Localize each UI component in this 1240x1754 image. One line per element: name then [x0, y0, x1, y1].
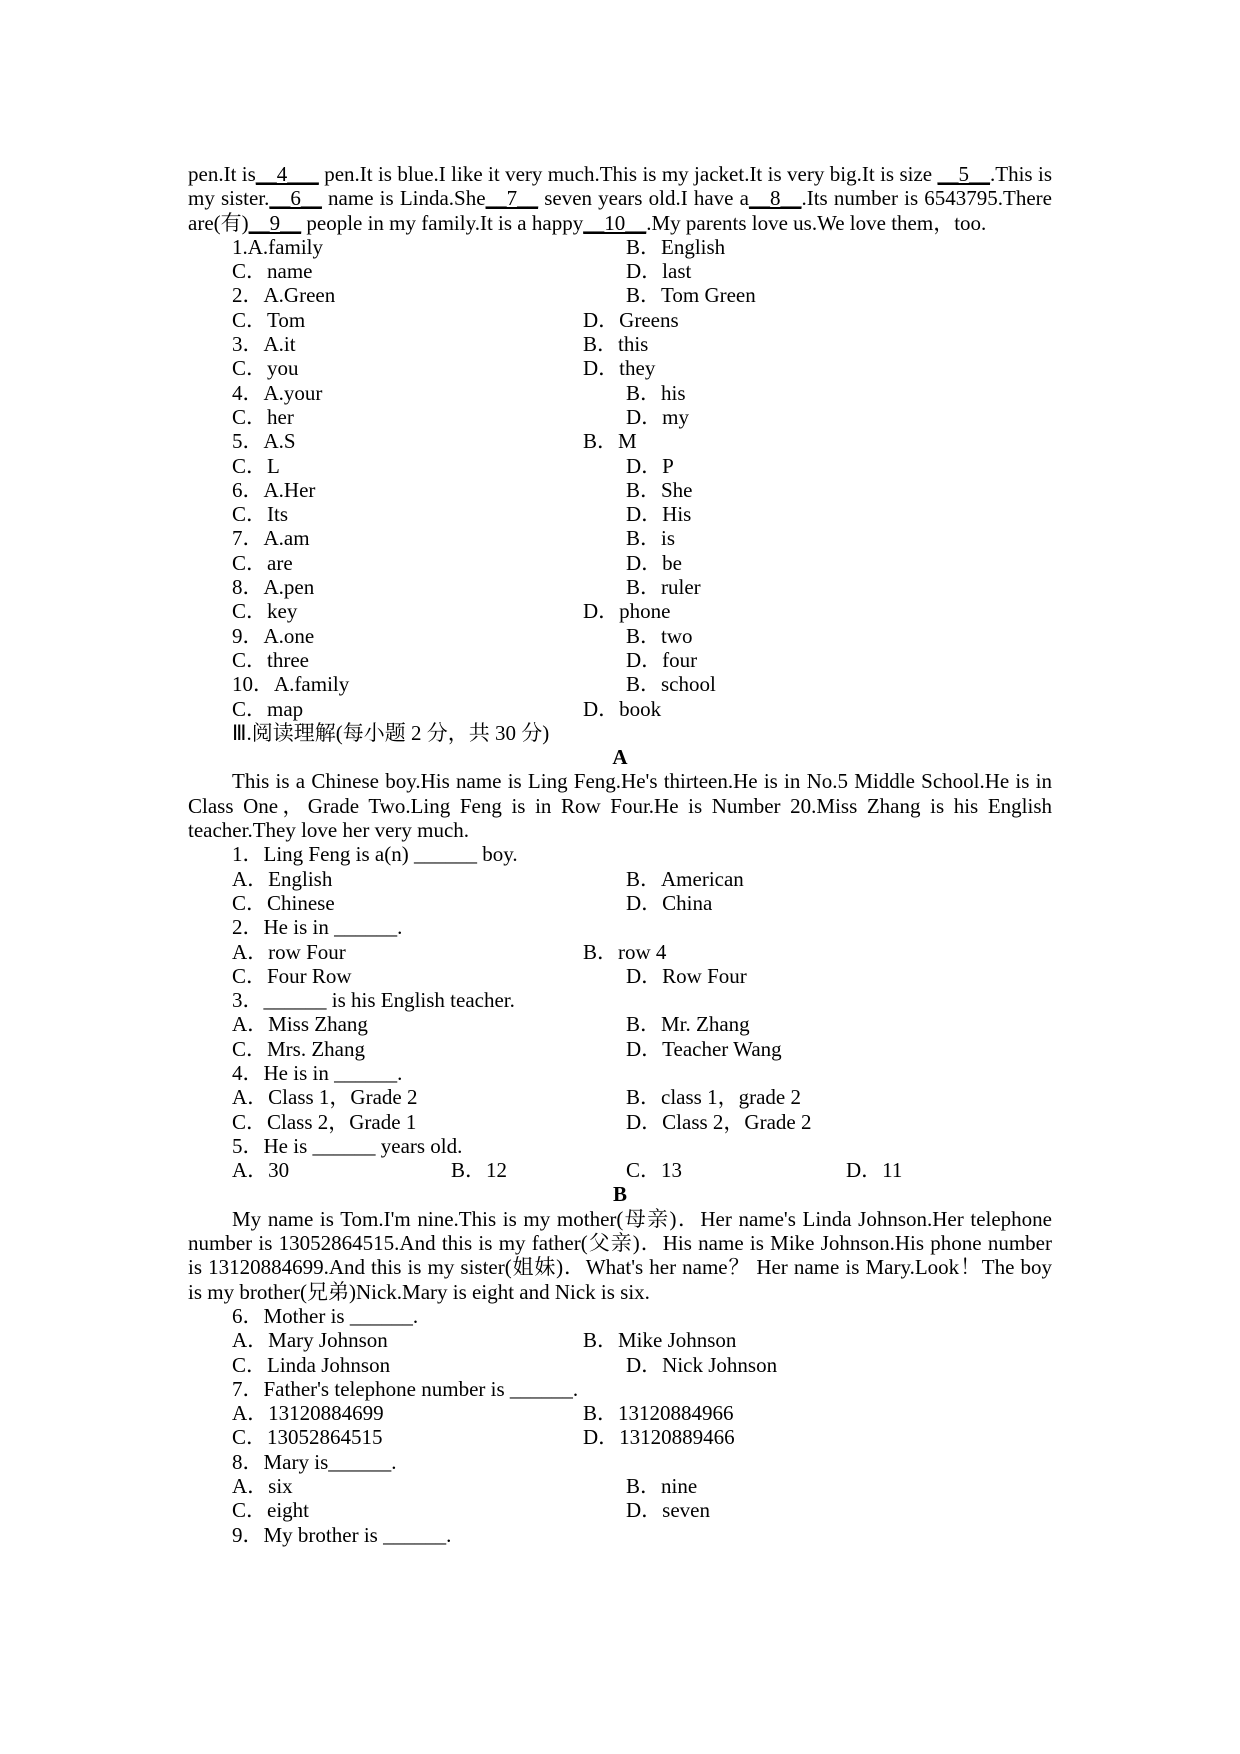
option-c: C．Chinese — [232, 890, 335, 915]
option-c: C．eight — [232, 1498, 309, 1523]
option-c: C．13 — [626, 1158, 683, 1183]
option-c: C．you — [232, 356, 299, 381]
option-row — [188, 1012, 1052, 1036]
option-c: C．Class 2，Grade 1 — [232, 1109, 417, 1134]
option-b: B．English — [626, 234, 726, 259]
option-a: A．English — [232, 866, 333, 891]
option-row — [188, 381, 1052, 405]
option-b: B．She — [626, 477, 693, 502]
blank-4: __4___ — [255, 162, 319, 186]
option-d: D．my — [626, 404, 689, 429]
option-row — [188, 1110, 1052, 1134]
option-a: 8．A.pen — [232, 575, 315, 600]
option-row — [188, 1085, 1052, 1109]
option-c: C．are — [232, 550, 293, 575]
option-c: C．Linda Johnson — [232, 1352, 391, 1377]
question: 1．Ling Feng is a(n) ______ boy. — [232, 842, 518, 867]
option-c: C．Its — [232, 502, 289, 527]
option-row — [188, 964, 1052, 988]
passage-text: pen.It is — [188, 162, 256, 186]
question: 7．Father's telephone number is ______. — [232, 1376, 579, 1401]
option-a: A．Miss Zhang — [232, 1012, 368, 1037]
option-row — [188, 575, 1052, 599]
option-row — [188, 283, 1052, 307]
option-d: D．Row Four — [626, 963, 747, 988]
part-a-heading: A — [612, 745, 628, 770]
option-row — [188, 405, 1052, 429]
option-c: C．her — [232, 404, 294, 429]
option-d: D．be — [626, 550, 682, 575]
question: 9．My brother is ______. — [232, 1522, 452, 1547]
option-d: D．they — [583, 356, 656, 381]
option-row — [188, 308, 1052, 332]
option-b: B．this — [583, 332, 649, 357]
option-a: A．13120884699 — [232, 1401, 384, 1426]
option-row — [188, 648, 1052, 672]
section-title: Ⅲ.阅读理解(每小题 2 分，共 30 分) — [232, 720, 550, 745]
option-row — [188, 429, 1052, 453]
option-row — [188, 940, 1052, 964]
blank-7: __7__ — [485, 186, 539, 211]
option-d: D．book — [583, 696, 662, 721]
question: 6．Mother is ______. — [232, 1303, 419, 1328]
option-c: C．Mrs. Zhang — [232, 1036, 365, 1061]
question: 8．Mary is______. — [232, 1449, 397, 1474]
part-b-heading: B — [612, 1182, 627, 1207]
option-row — [188, 624, 1052, 648]
option-row — [188, 259, 1052, 283]
option-a: 9．A.one — [232, 623, 315, 648]
option-d: D．His — [626, 502, 692, 527]
worksheet-page — [188, 162, 1052, 1547]
option-a: 6．A.Her — [232, 477, 316, 502]
option-a: A．Mary Johnson — [232, 1328, 388, 1353]
option-c: C．L — [232, 453, 280, 478]
blank-8: __8__ — [748, 186, 802, 211]
option-row — [188, 697, 1052, 721]
option-c: C．map — [232, 696, 304, 721]
blank-6: __6__ — [269, 186, 322, 211]
option-row — [188, 1498, 1052, 1522]
option-b: B．ruler — [626, 575, 701, 600]
option-d: D．phone — [583, 599, 671, 624]
option-d: D．seven — [626, 1498, 710, 1523]
option-row — [188, 332, 1052, 356]
option-a: 10．A.family — [232, 672, 350, 697]
passage-text: .This is my sister. — [188, 162, 1052, 211]
passage-text: seven years old.I have a — [538, 186, 749, 211]
option-a: 3．A.it — [232, 332, 296, 357]
option-b: B．is — [626, 526, 676, 551]
option-a: 4．A.your — [232, 380, 323, 405]
option-a: 2．A.Green — [232, 283, 336, 308]
option-row — [188, 454, 1052, 478]
option-b: B．his — [626, 380, 686, 405]
option-b: B．12 — [451, 1158, 508, 1183]
option-row — [188, 356, 1052, 380]
question: 4．He is in ______. — [232, 1060, 403, 1085]
option-d: D．P — [626, 453, 674, 478]
blank-10: __10__ — [583, 210, 647, 235]
option-row — [188, 867, 1052, 891]
option-row — [188, 672, 1052, 696]
option-row — [188, 1037, 1052, 1061]
option-a: 7．A.am — [232, 526, 310, 551]
option-b: B．M — [583, 429, 637, 454]
option-c: C．key — [232, 599, 298, 624]
option-b: B．nine — [626, 1474, 698, 1499]
blank-5: __5__ — [937, 162, 991, 186]
passage-text: pen.It is blue.I like it very much.This is my jacket.It is very big.It is size — [318, 162, 938, 186]
cloze-passage — [188, 162, 1052, 235]
option-c: C．Tom — [232, 307, 306, 332]
option-d: D．13120889466 — [583, 1425, 735, 1450]
option-row — [188, 551, 1052, 575]
option-b: B．school — [626, 672, 716, 697]
passage-text: .My parents love us.We love them，too. — [646, 210, 987, 235]
passage-text: .Its number is 6543795.There are(有) — [188, 186, 1053, 235]
option-c: C．Four Row — [232, 963, 352, 988]
option-b: B．two — [626, 623, 693, 648]
option-row — [188, 1474, 1052, 1498]
option-a: A．row Four — [232, 939, 346, 964]
option-row — [188, 1401, 1052, 1425]
option-b: B．Mike Johnson — [583, 1328, 737, 1353]
option-d: D．China — [626, 890, 713, 915]
option-row — [188, 478, 1052, 502]
option-b: B．row 4 — [583, 939, 667, 964]
option-b: B．Tom Green — [626, 283, 756, 308]
option-a: A．six — [232, 1474, 293, 1499]
option-b: B．13120884966 — [583, 1401, 734, 1426]
question: 3．______ is his English teacher. — [232, 988, 515, 1013]
option-row — [188, 502, 1052, 526]
option-c: C．three — [232, 647, 309, 672]
option-row — [188, 599, 1052, 623]
option-d: D．Greens — [583, 307, 679, 332]
option-c: C．13052864515 — [232, 1425, 383, 1450]
option-c: C．name — [232, 259, 313, 284]
passage-text: people in my family.It is a happy — [301, 210, 584, 235]
option-row — [188, 235, 1052, 259]
option-b: B．Mr. Zhang — [626, 1012, 750, 1037]
question: 2．He is in ______. — [232, 915, 403, 940]
option-b: B．class 1，grade 2 — [626, 1085, 801, 1110]
option-row — [188, 1353, 1052, 1377]
part-a-passage: This is a Chinese boy.His name is Ling Feng.He's thirteen.He is in No.5 Middle School.He is in Class One，Grade Two.Ling Feng is in Row Four.He is Number 20.Miss Zhang is his English teacher.They love her very much. — [188, 769, 1052, 843]
option-d: D．four — [626, 647, 698, 672]
passage-text: name is Linda.She — [321, 186, 486, 211]
option-row — [188, 526, 1052, 550]
option-a: A．Class 1，Grade 2 — [232, 1085, 418, 1110]
option-row — [188, 891, 1052, 915]
option-row — [188, 1425, 1052, 1449]
part-b-passage: My name is Tom.I'm nine.This is my mother(母亲)．Her name's Linda Johnson.Her telephone number is 13052864515.And this is my father(父亲)．His name is Mike Johnson.His phone number is 13120884699.And this is my sister(姐妹)．What's her name？ Her name is Mary.Look！The boy is my brother(兄弟)Nick.Mary is eight and Nick is six. — [188, 1206, 1052, 1304]
option-d: D．last — [626, 259, 692, 284]
option-a: 1.A.family — [232, 234, 323, 259]
option-d: D．Teacher Wang — [626, 1036, 782, 1061]
option-row — [188, 1328, 1052, 1352]
option-b: B．American — [626, 866, 744, 891]
blank-9: __9__ — [248, 210, 302, 235]
option-a: A．30 — [232, 1158, 290, 1183]
option-d: D．11 — [846, 1158, 903, 1183]
option-row — [188, 1158, 1052, 1182]
option-d: D．Class 2，Grade 2 — [626, 1109, 812, 1134]
option-a: 5．A.S — [232, 429, 296, 454]
option-d: D．Nick Johnson — [626, 1352, 778, 1377]
question: 5．He is ______ years old. — [232, 1133, 463, 1158]
